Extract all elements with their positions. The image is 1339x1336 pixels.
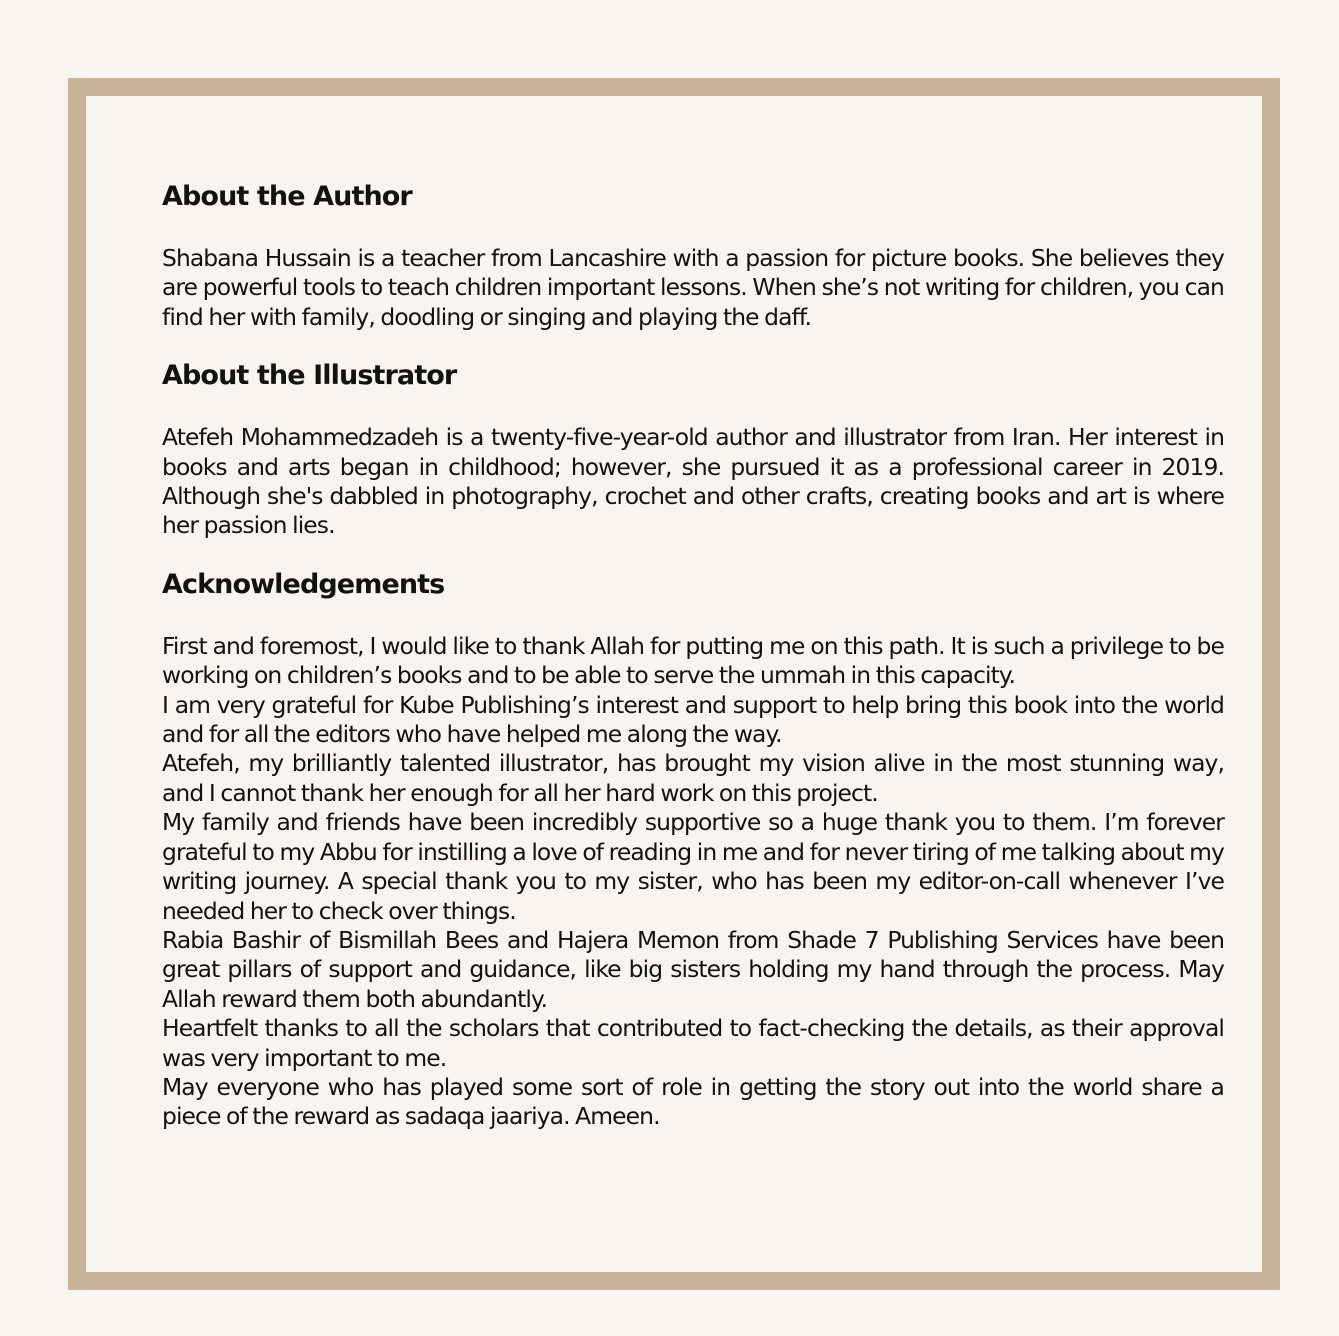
acknowledgements-paragraph: Atefeh, my brilliantly talented illustrator, has brought my vision alive in the most stunning way, and I cannot thank her enough for all her hard work on this project. (162, 749, 1224, 807)
acknowledgements-section (162, 568, 1224, 1132)
acknowledgements-paragraph: I am very grateful for Kube Publishing’s interest and support to help bring this book into the world and for all the editors who have helped me along the way. (162, 690, 1224, 749)
about-illustrator-heading: About the Illustrator (162, 360, 457, 392)
about-author-text: Shabana Hussain is a teacher from Lancashire with a passion for picture books. She believes they are powerful tools to teach children important lessons. When she’s not writing for children, you can find her with family, doodling or singing and playing the daff. (162, 244, 1224, 331)
acknowledgements-paragraph: Heartfelt thanks to all the scholars that contributed to fact-checking the details, as their approval was very important to me. (162, 1014, 1224, 1072)
acknowledgements-paragraph: Rabia Bashir of Bismillah Bees and Hajera Memon from Shade 7 Publishing Services have been great pillars of support and guidance, like big sisters holding my hand through the process. May Allah reward them both abundantly. (162, 925, 1224, 1013)
acknowledgements-paragraph: First and foremost, I would like to thank Allah for putting me on this path. It is such a privilege to be working on children’s books and to be able to serve the ummah in this capacity. (162, 631, 1224, 690)
about-illustrator-text: Atefeh Mohammedzadeh is a twenty-five-year-old author and illustrator from Iran. Her interest in books and arts began in childhood; however, she pursued it as a professional career in 2019. Although she's dabbled in photography, crochet and other crafts, creating books and art is where her passion lies. (162, 423, 1224, 540)
about-author-heading: About the Author (162, 181, 412, 212)
about-illustrator-section (162, 359, 1224, 541)
acknowledgements-paragraph: My family and friends have been incredibly supportive so a huge thank you to them. I’m forever grateful to my Abbu for instilling a love of reading in me and for never tiring of me talking about my writing journey. A special thank you to my sister, who has been my editor-on-call whenever I’ve needed her to check over things. (162, 808, 1224, 925)
page-content (162, 180, 1224, 1132)
about-author-section (162, 180, 1224, 332)
page-frame (68, 78, 1280, 1290)
acknowledgements-heading: Acknowledgements (162, 568, 445, 600)
acknowledgements-paragraph: May everyone who has played some sort of role in getting the story out into the world share a piece of the reward as sadaqa jaariya. Ameen. (162, 1072, 1224, 1131)
